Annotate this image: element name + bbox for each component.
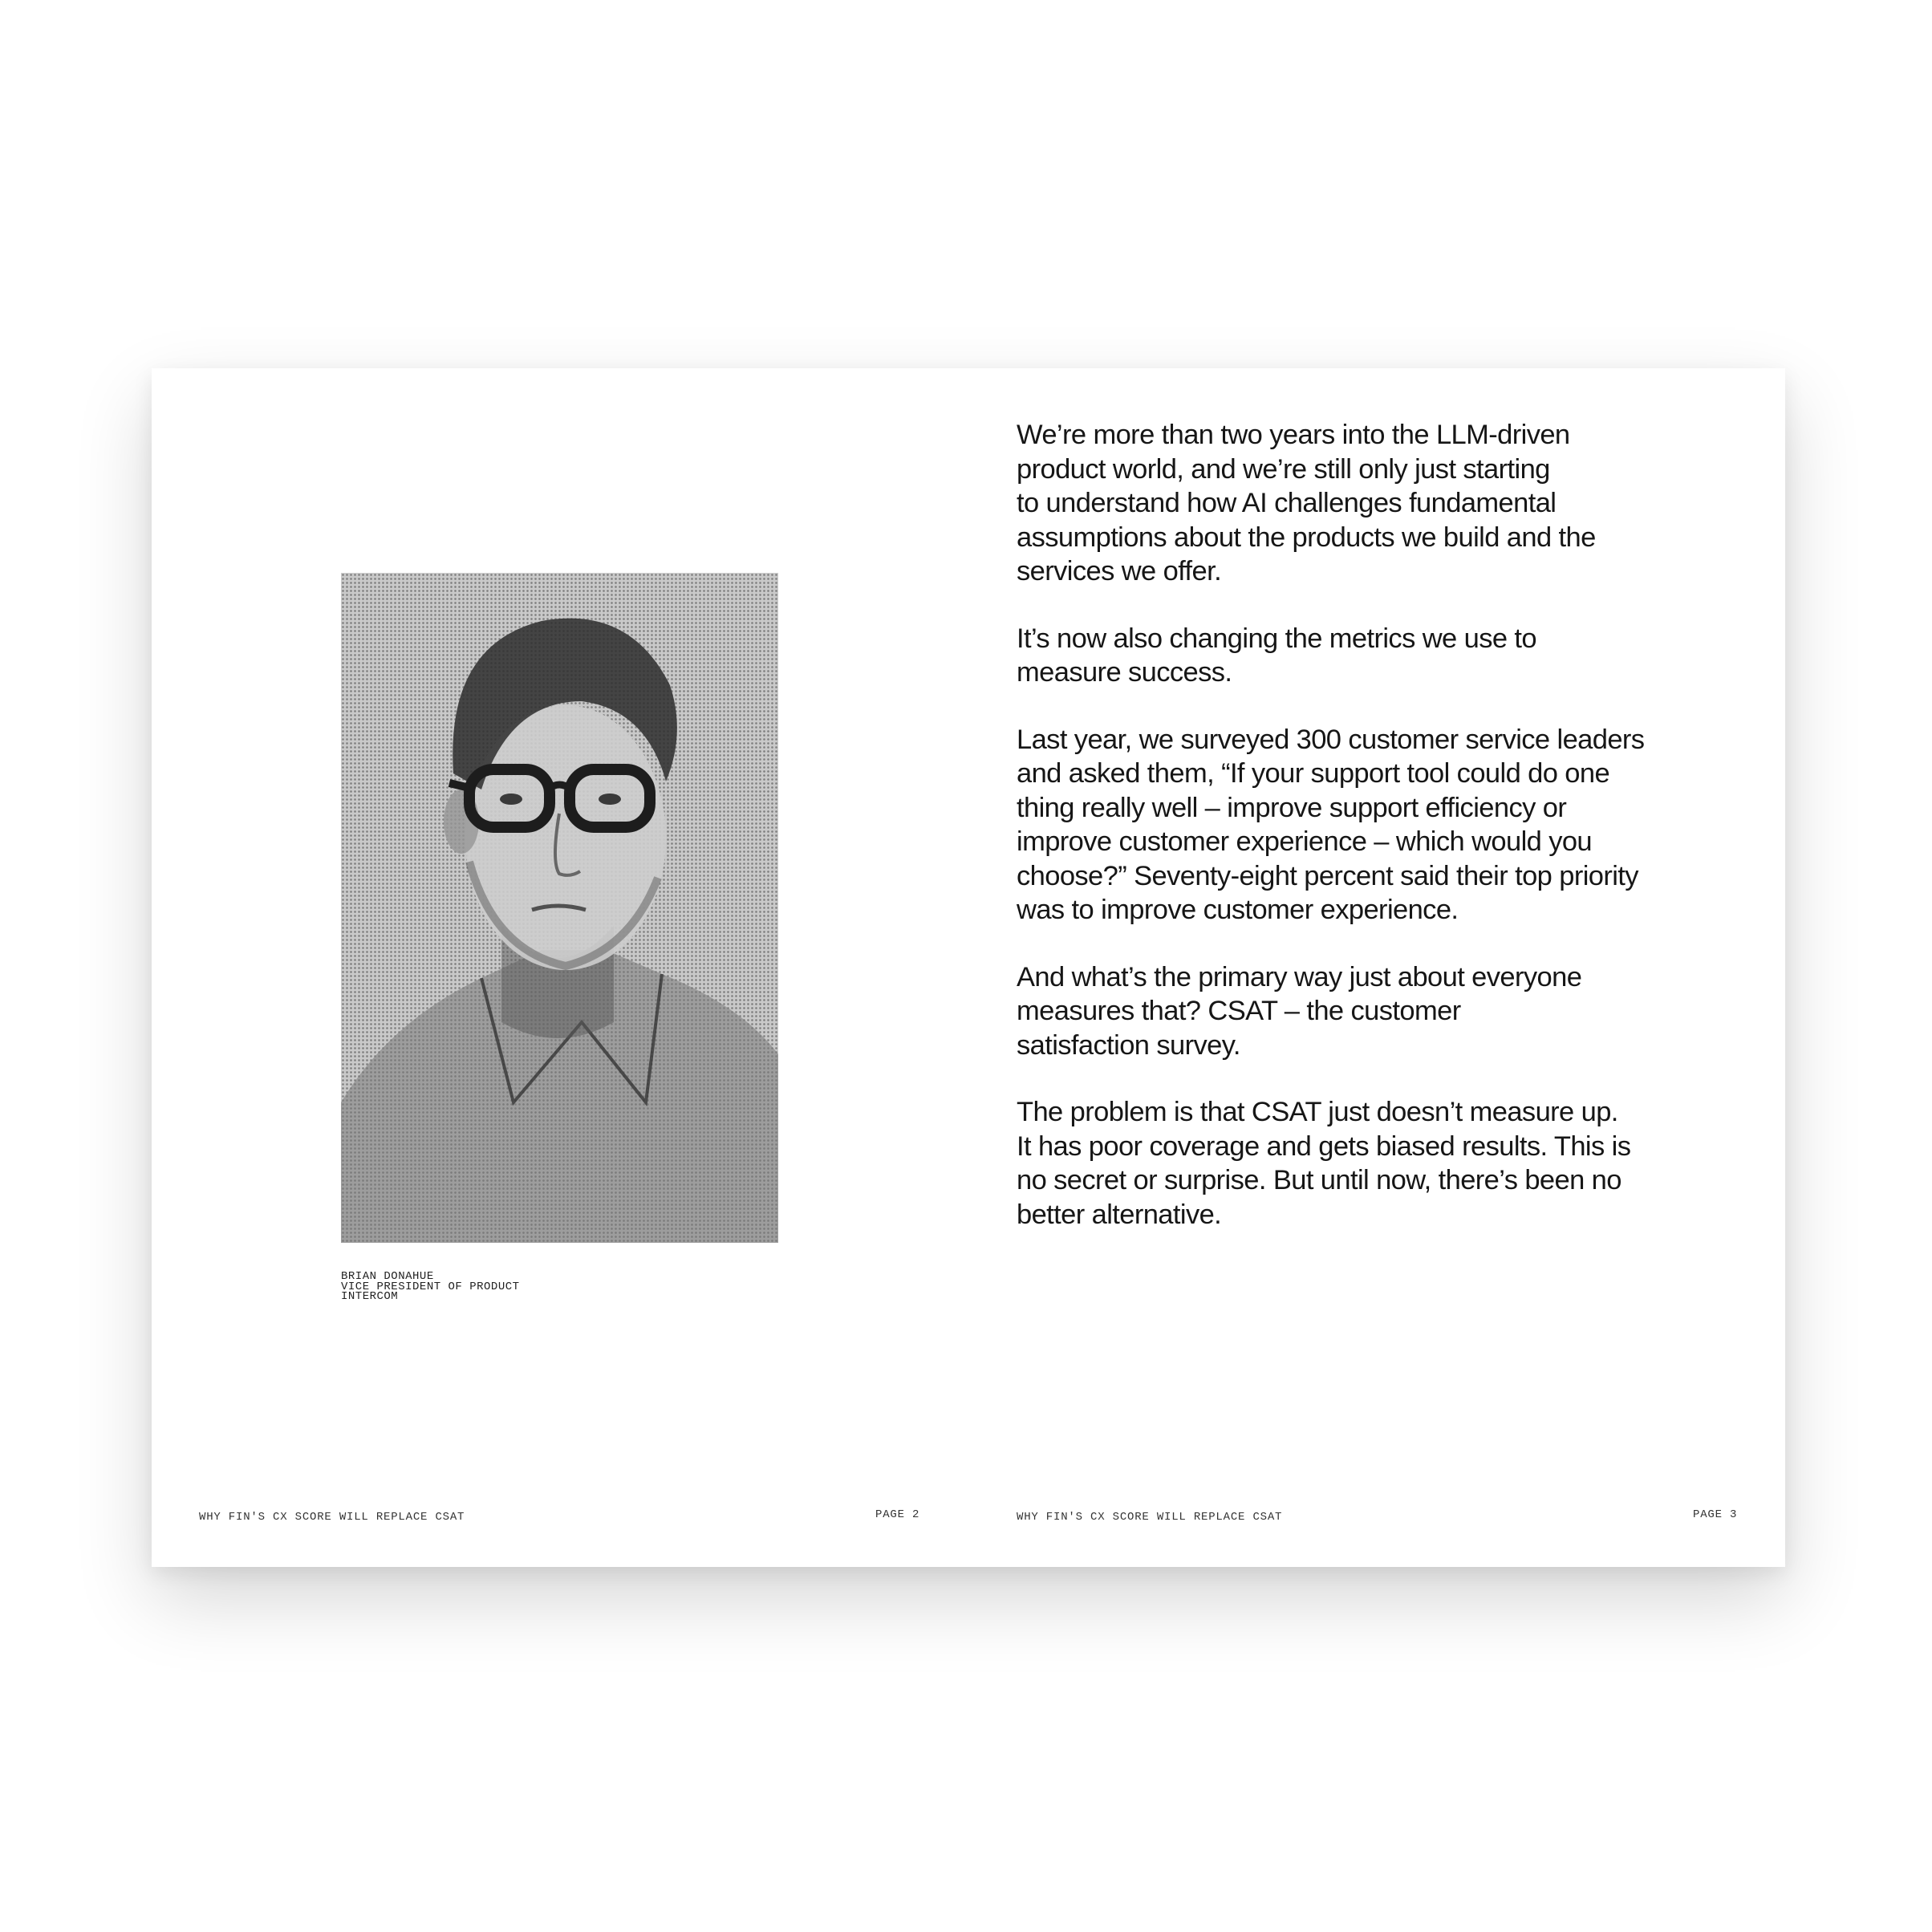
portrait-caption bbox=[341, 1272, 520, 1302]
paragraph-3: Last year, we surveyed 300 customer service leaders and asked them, “If your support tool could do one thing really well – improve support efficiency or improve customer experience – which would you choose?” Seventy-eight percent said their top priority was to improve customer experience. bbox=[1017, 724, 1645, 925]
article-body bbox=[1017, 418, 1723, 1264]
paragraph-1: We’re more than two years into the LLM-driven product world, and we’re still only just starting to understand how AI challenges fundamental assumptions about the products we build and the services we offer. bbox=[1017, 420, 1596, 586]
portrait-photo bbox=[341, 573, 778, 1243]
paragraph-2: It’s now also changing the metrics we use to measure success. bbox=[1017, 623, 1536, 688]
left-footer-title: WHY FIN'S CX SCORE WILL REPLACE CSAT bbox=[199, 1511, 465, 1524]
caption-company: INTERCOM bbox=[341, 1290, 399, 1303]
paragraph-5: The problem is that CSAT just doesn’t measure up. It has poor coverage and gets biased results. This is no secret or surprise. But until now, there’s been no better alternative. bbox=[1017, 1097, 1631, 1230]
caption-role: VICE PRESIDENT OF PRODUCT bbox=[341, 1280, 520, 1293]
right-footer-title: WHY FIN'S CX SCORE WILL REPLACE CSAT bbox=[1017, 1511, 1283, 1524]
left-page-number: PAGE 2 bbox=[875, 1508, 920, 1521]
document-spread bbox=[152, 368, 1785, 1567]
right-page-number: PAGE 3 bbox=[1693, 1508, 1738, 1521]
paragraph-4: And what’s the primary way just about everyone measures that? CSAT – the customer satisfaction survey. bbox=[1017, 961, 1582, 1061]
caption-name: BRIAN DONAHUE bbox=[341, 1270, 434, 1283]
halftone-portrait-illustration bbox=[341, 573, 778, 1243]
